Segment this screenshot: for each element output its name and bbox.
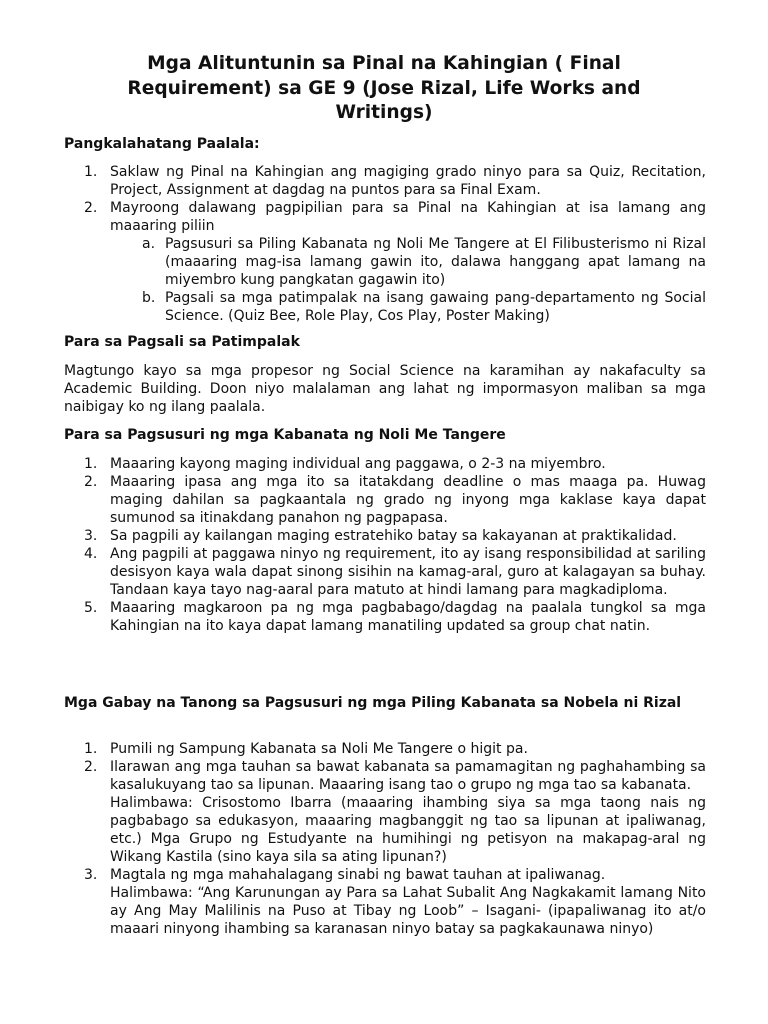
- list-text: Magtala ng mga mahahalagang sinabi ng bawat tauhan at ipaliwanag.: [110, 867, 606, 883]
- guide-heading: Mga Gabay na Tanong sa Pagsusuri ng mga Piling Kabanata sa Nobela ni Rizal: [64, 695, 682, 711]
- list-marker: 4.: [84, 546, 98, 562]
- list-text: Pumili ng Sampung Kabanata sa Noli Me Tangere o higit pa.: [110, 741, 528, 757]
- list-item: [64, 545, 706, 599]
- list-item: [64, 199, 706, 325]
- example-text: Halimbawa: Crisostomo Ibarra (maaaring ihambing siya sa mga taong nais ng pagbabago sa edukasyon, maaaring magbanggit ng tao sa lipunan at ipaliwanag, etc.) Mga Grupo ng Estudyante na humihingi ng petisyon na makapag-aral ng Wikang Kastila (sino kaya sila sa ating lipunan?): [110, 795, 706, 865]
- list-item: [102, 235, 706, 289]
- list-text: Ilarawan ang mga tauhan sa bawat kabanata sa pamamagitan ng paghahambing sa kasalukuyang tao sa lipunan. Maaaring isang tao o grupo ng mga tao sa kabanata.: [110, 759, 706, 793]
- list-text: Maaaring kayong maging individual ang paggawa, o 2-3 na miyembro.: [110, 456, 606, 472]
- list-text: Ang pagpili at paggawa ninyo ng requirement, ito ay isang responsibilidad at sariling desisyon kaya wala dapat sinong sisihin na kamag-aral, guro at kalagayan sa buhay. Tandaan kaya tayo nag-aaral para matuto at hindi lamang para magkadiploma.: [110, 546, 706, 598]
- list-item: [64, 163, 706, 199]
- list-marker: 1.: [84, 456, 98, 472]
- list-item: [64, 740, 706, 758]
- list-marker: 2.: [84, 200, 98, 216]
- list-marker: b.: [142, 290, 156, 306]
- list-marker: a.: [142, 236, 156, 252]
- list-marker: 2.: [84, 759, 98, 775]
- list-text: Mayroong dalawang pagpipilian para sa Pinal na Kahingian at isa lamang ang maaaring piliin: [110, 200, 706, 234]
- list-marker: 3.: [84, 867, 98, 883]
- list-marker: 5.: [84, 600, 98, 616]
- list-marker: 2.: [84, 474, 98, 490]
- contest-heading: Para sa Pagsali sa Patimpalak: [64, 334, 300, 350]
- list-item: [64, 527, 706, 545]
- general-list: [64, 163, 706, 325]
- list-item: [64, 866, 706, 938]
- list-item: [64, 599, 706, 635]
- list-item: [64, 758, 706, 866]
- list-marker: 1.: [84, 741, 98, 757]
- list-text: Sa pagpili ay kailangan maging estratehiko batay sa kakayanan at praktikalidad.: [110, 528, 677, 544]
- list-text: Pagsali sa mga patimpalak na isang gawaing pang-departamento ng Social Science. (Quiz Bee, Role Play, Cos Play, Poster Making): [165, 290, 706, 324]
- analysis-heading: Para sa Pagsusuri ng mga Kabanata ng Noli Me Tangere: [64, 427, 506, 443]
- list-marker: 1.: [84, 164, 98, 180]
- list-item: [102, 289, 706, 325]
- option-list: [102, 235, 706, 325]
- list-text: Saklaw ng Pinal na Kahingian ang magiging grado ninyo para sa Quiz, Recitation, Project, Assignment at dagdag na puntos para sa Final Exam.: [110, 164, 706, 198]
- guide-list: [64, 740, 706, 938]
- list-text: Maaaring ipasa ang mga ito sa itatakdang deadline o mas maaga pa. Huwag maging dahilan sa pagkaantala ng grado ng inyong mga kaklase kaya dapat sumunod sa itinakdang panahon ng pagpapasa.: [110, 474, 706, 526]
- list-text: Pagsusuri sa Piling Kabanata ng Noli Me Tangere at El Filibusterismo ni Rizal (maaaring mag-isa lamang gawin ito, dalawa hanggang apat lamang na miyembro kung pangkatan gagawin ito): [165, 236, 706, 288]
- example-text: Halimbawa: “Ang Karunungan ay Para sa Lahat Subalit Ang Nagkakamit lamang Nito ay Ang May Malilinis na Puso at Tibay ng Loob” – Isagani- (ipapaliwanag ito at/o maaari ninyong ihambing sa karanasan ninyo batay sa pagkakaunawa ninyo): [110, 885, 706, 937]
- list-marker: 3.: [84, 528, 98, 544]
- general-heading: Pangkalahatang Paalala:: [64, 136, 260, 152]
- list-text: Maaaring magkaroon pa ng mga pagbabago/dagdag na paalala tungkol sa mga Kahingian na ito kaya dapat lamang manatiling updated sa group chat natin.: [110, 600, 706, 634]
- list-item: [64, 473, 706, 527]
- document-title: Mga Alituntunin sa Pinal na Kahingian ( Final Requirement) sa GE 9 (Jose Rizal, Life Works and Writings): [127, 53, 641, 123]
- list-item: [64, 455, 706, 473]
- contest-paragraph: Magtungo kayo sa mga propesor ng Social Science na karamihan ay nakafaculty sa Academic Building. Doon niyo malalaman ang lahat ng impormasyon maliban sa mga naibigay ko ng ilang paalala.: [64, 363, 706, 415]
- analysis-list: [64, 455, 706, 635]
